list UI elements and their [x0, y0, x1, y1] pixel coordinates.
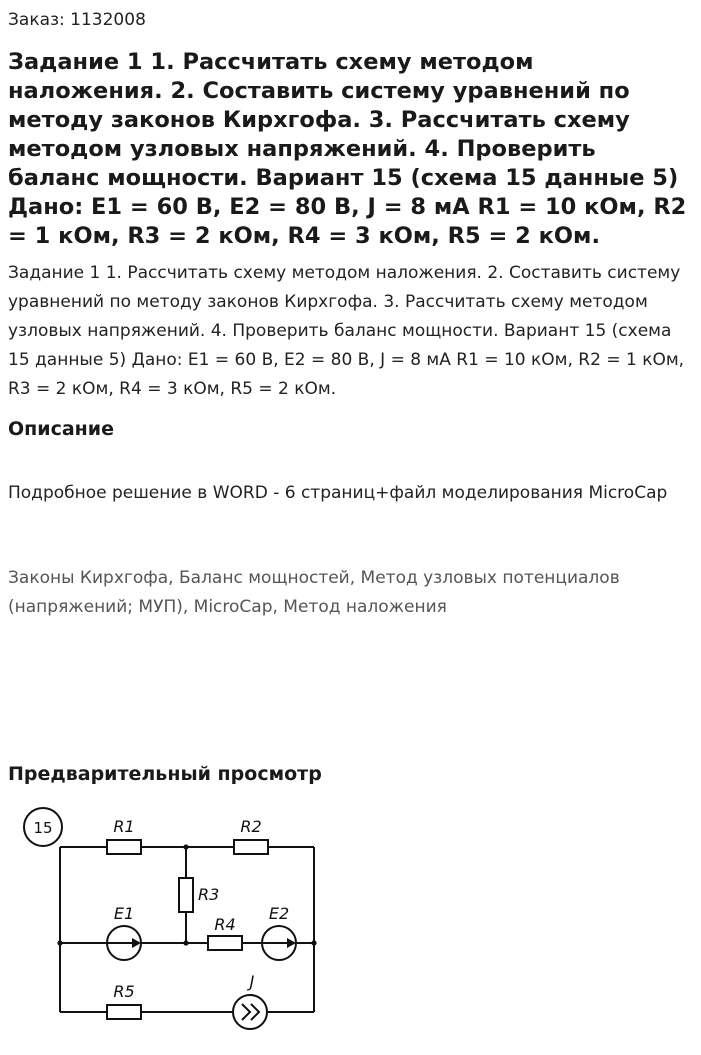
label-r4: R4 — [214, 915, 236, 934]
label-e2: E2 — [268, 904, 290, 923]
description-heading: Описание — [8, 418, 115, 440]
label-j: J — [249, 972, 255, 991]
resistor-r3 — [179, 878, 193, 912]
label-e1: E1 — [113, 904, 135, 923]
label-r1: R1 — [113, 817, 135, 836]
label-r3: R3 — [198, 885, 220, 904]
order-number: Заказ: 1132008 — [8, 10, 146, 30]
resistor-r4 — [208, 936, 242, 950]
resistor-r2 — [234, 840, 268, 854]
circuit-diagram — [0, 800, 340, 1040]
scheme-number: 15 — [33, 819, 53, 837]
page-title: Задание 1 1. Рассчитать схему методом наложения. 2. Составить систему уравнений по методу законов Кирхгофа. 3. Рассчитать схему методом узловых напряжений. 4. Проверить баланс мощности. Вариант 15 (схема 15 данные 5) Дано: E1 = 60 В, E2 = 80 В, J = 8 мА R1 = 10 кОм, R2 = 1 кОм, R3 = 2 кОм, R4 = 3 кОм, R5 = 2 кОм. — [8, 49, 687, 249]
label-r2: R2 — [240, 817, 262, 836]
preview-heading: Предварительный просмотр — [8, 763, 322, 785]
resistor-r5 — [107, 1005, 141, 1019]
label-r5: R5 — [113, 982, 135, 1001]
tags-list: Законы Кирхгофа, Баланс мощностей, Метод узловых потенциалов (напряжений; МУП), MicroCap, Метод наложения — [8, 568, 620, 617]
task-text: Задание 1 1. Рассчитать схему методом наложения. 2. Составить систему уравнений по методу законов Кирхгофа. 3. Рассчитать схему методом узловых напряжений. 4. Проверить баланс мощности. Вариант 15 (схема 15 данные 5) Дано: E1 = 60 В, E2 = 80 В, J = 8 мА R1 = 10 кОм, R2 = 1 кОм, R3 = 2 кОм, R4 = 3 кОм, R5 = 2 кОм. — [8, 263, 685, 399]
description-text: Подробное решение в WORD - 6 страниц+файл моделирования MicroCap — [8, 483, 668, 503]
resistor-r1 — [107, 840, 141, 854]
